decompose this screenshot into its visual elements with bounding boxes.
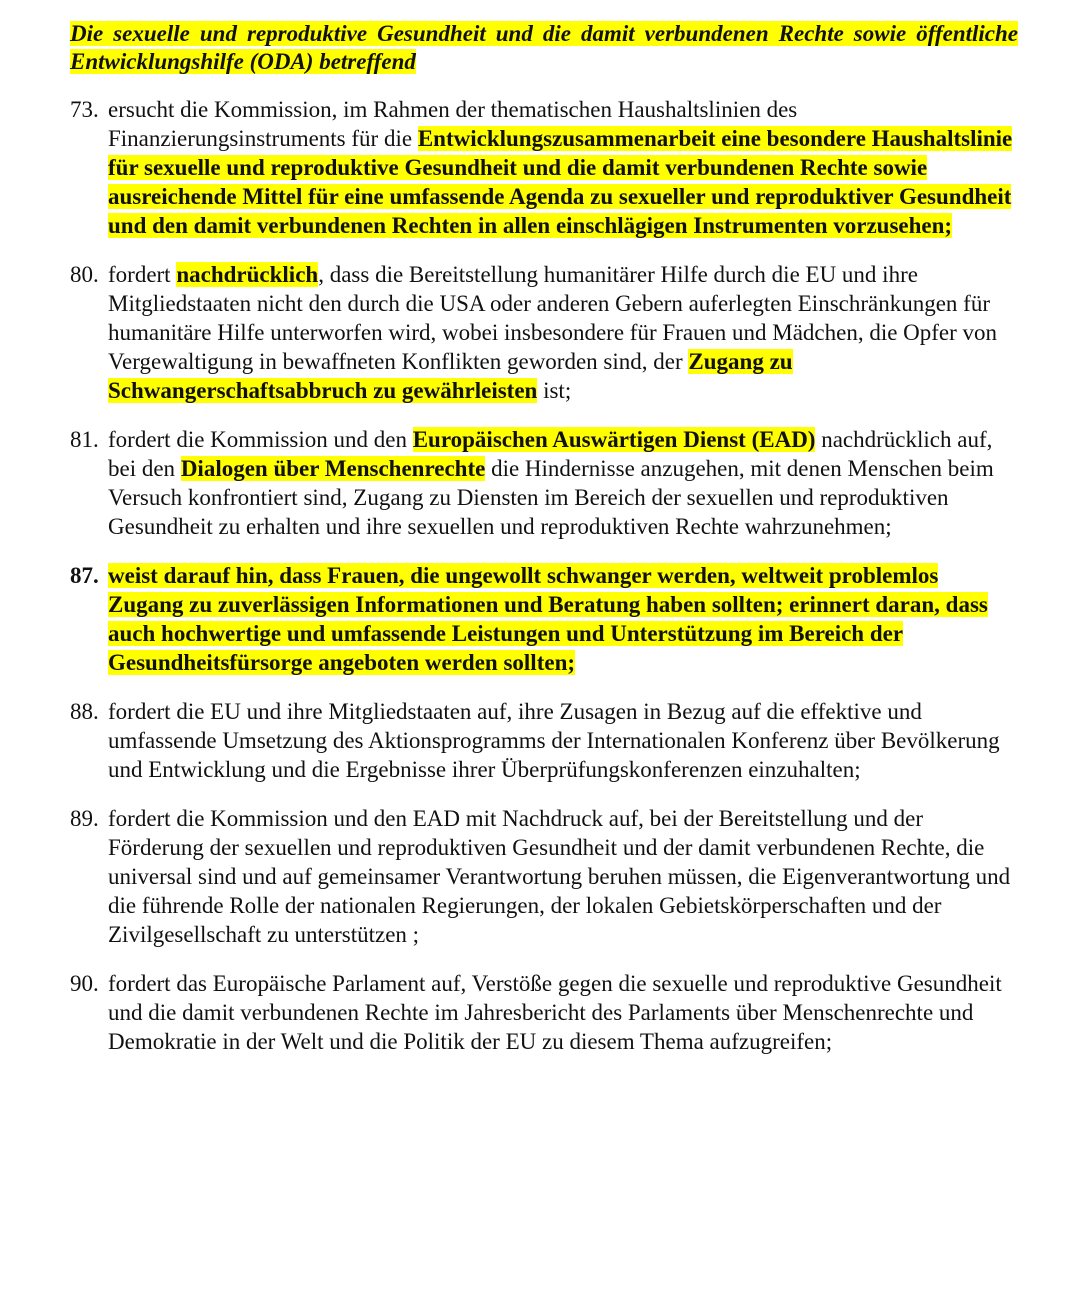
paragraph-text: fordert die Kommission und den [108,427,413,452]
paragraph-81 [70,425,1018,541]
heading-highlight: Die sexuelle und reproduktive Gesundheit und die damit verbundenen Rechte sowie öffentliche Entwicklungshilfe (ODA) betreffend [70,21,1018,74]
paragraph-text: fordert die Kommission und den EAD mit Nachdruck auf, bei der Bereitstellung und der Förderung der sexuellen und reproduktiven Gesundheit und der damit verbundenen Rechte, die universal sind und auf gemeinsamer Verantwortung beruhen müssen, die Eigenverantwortung und die führende Rolle der nationalen Regierungen, der lokalen Gebietskörperschaften und der Zivilgesellschaft zu unterstützen ; [108,806,1011,947]
highlighted-text: Entwicklungszusammenarbeit eine besondere Haushaltslinie für sexuelle und reproduktive Gesundheit und die damit verbundenen Rechte sowie ausreichende Mittel für eine umfassende Agenda zu sexueller und reproduktiver Gesundheit und den damit verbundenen Rechten in allen einschlägigen Instrumenten vorzusehen; [108,126,1013,238]
document-page [70,20,1018,1076]
paragraph-text: fordert die EU und ihre Mitgliedstaaten auf, ihre Zusagen in Bezug auf die effektive und umfassende Umsetzung des Aktionsprogramms der Internationalen Konferenz über Bevölkerung und Entwicklung und die Ergebnisse ihrer Überprüfungskonferenzen einzuhalten; [108,699,1000,782]
highlighted-text: Dialogen über Menschenrechte [180,456,486,481]
paragraph-73 [70,95,1018,240]
paragraph-text: ersucht die Kommission, im Rahmen der thematischen Haushaltslinien des Finanzierungsinstruments für die [108,97,798,151]
paragraph-number: 88. [70,699,99,724]
paragraph-88 [70,697,1018,784]
paragraph-number: 73. [70,97,99,122]
highlighted-text: nachdrücklich [176,262,319,287]
paragraph-number: 81. [70,427,99,452]
paragraph-number: 90. [70,971,99,996]
paragraph-number: 87. [70,563,99,588]
paragraph-text: nachdrücklich auf, bei den [108,427,993,481]
paragraph-number: 80. [70,262,99,287]
highlighted-text: Zugang zu Schwangerschaftsabbruch zu gewährleisten [108,349,793,403]
section-heading [70,20,1018,76]
paragraph-text: ist; [537,378,572,403]
paragraph-text: fordert das Europäische Parlament auf, Verstöße gegen die sexuelle und reproduktive Gesundheit und die damit verbundenen Rechte im Jahresbericht des Parlaments über Menschenrechte und Demokratie in der Welt und die Politik der EU zu diesem Thema aufzugreifen; [108,971,1002,1054]
paragraph-89 [70,804,1018,949]
highlighted-text: weist darauf hin, dass Frauen, die ungewollt schwanger werden, weltweit problemlos Zugang zu zuverlässigen Informationen und Beratung haben sollten; erinnert daran, dass auch hochwertige und umfassende Leistungen und Unterstützung im Bereich der Gesundheitsfürsorge angeboten werden sollten; [108,563,988,675]
paragraph-text: die Hindernisse anzugehen, mit denen Menschen beim Versuch konfrontiert sind, Zugang zu Diensten im Bereich der sexuellen und reproduktiven Gesundheit zu erhalten und ihre sexuellen und reproduktiven Rechte wahrzunehmen; [108,456,994,539]
paragraph-number: 89. [70,806,99,831]
highlighted-text: Europäischen Auswärtigen Dienst (EAD) [412,427,816,452]
paragraph-87 [70,561,1018,677]
paragraph-text: fordert [108,262,177,287]
paragraph-90 [70,969,1018,1056]
paragraph-text: , dass die Bereitstellung humanitärer Hilfe durch die EU und ihre Mitgliedstaaten nicht den durch die USA oder anderen Gebern auferlegten Einschränkungen für humanitäre Hilfe unterworfen wird, wobei insbesondere für Frauen und Mädchen, die Opfer von Vergewaltigung in bewaffneten Konflikten geworden sind, der [108,262,998,374]
paragraph-80 [70,260,1018,405]
